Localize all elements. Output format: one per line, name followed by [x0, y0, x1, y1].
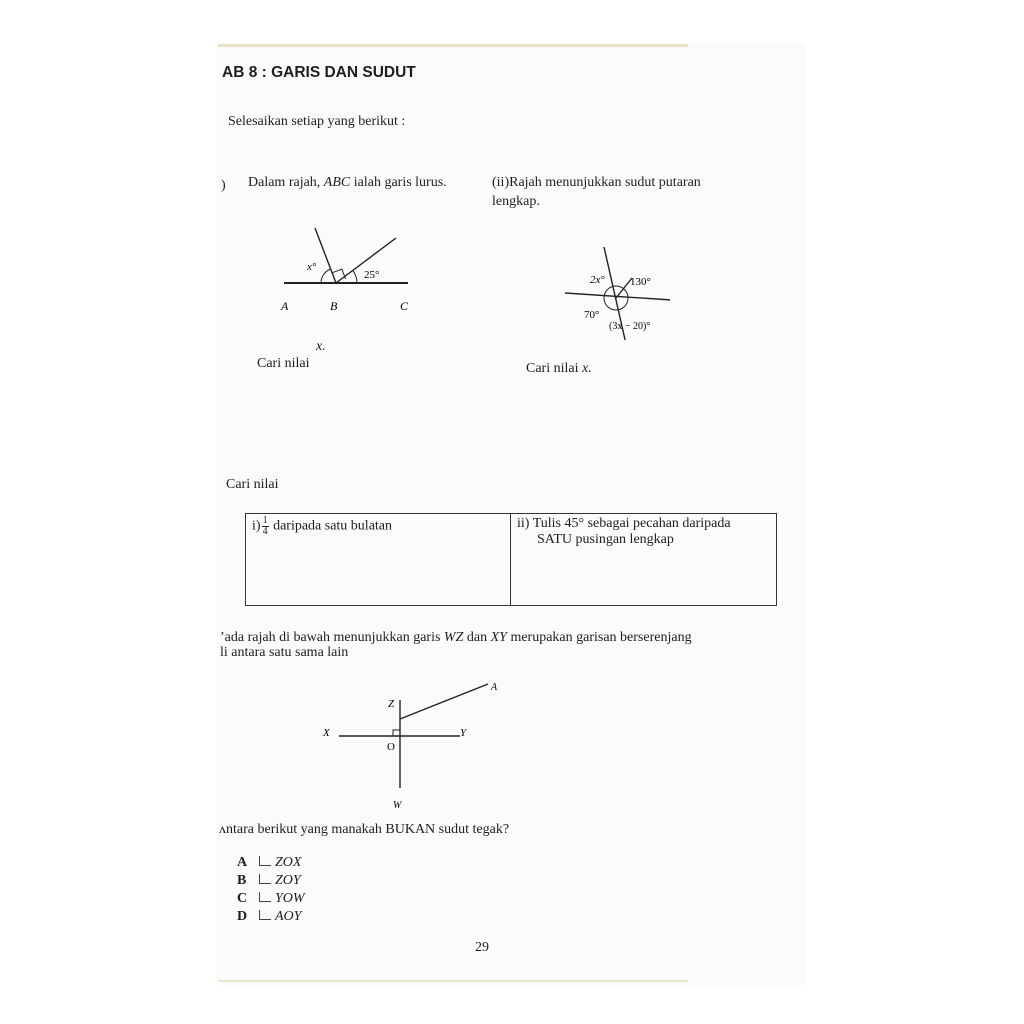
option-d: D AOY [237, 909, 302, 924]
q3-label-o: O [387, 741, 395, 753]
q3-label-y: Y [460, 727, 467, 739]
angle-icon [259, 874, 271, 884]
angle-icon [259, 910, 271, 920]
q1-label-c: C [400, 299, 409, 313]
q2-label-130: 130° [630, 276, 651, 288]
q3-question: ʌntara berikut yang manakah BUKAN sudut tegak? [219, 822, 510, 837]
q2-cari-nilai: Cari nilai x. [526, 361, 592, 376]
q3-line1: ʼada rajah di bawah menunjukkan garis WZ dan XY merupakan garisan berserenjang [220, 630, 692, 645]
q1-marker: ) [221, 178, 226, 193]
q1-label-25: 25° [364, 269, 380, 281]
q2-label-70: 70° [584, 309, 600, 321]
q3-label-x: X [323, 727, 330, 739]
q3-right-angle-mark [393, 730, 400, 736]
q2-figure [560, 240, 670, 340]
q2-line2: lengkap. [492, 194, 540, 209]
q3-label-a: A [491, 682, 498, 693]
q3-ray-a [400, 684, 488, 719]
q1-label-x: x° [307, 261, 317, 273]
q1-text: Dalam rajah, ABC ialah garis lurus. [248, 175, 447, 190]
page-edge-bottom [218, 980, 688, 982]
q3-label-z: Z [388, 698, 395, 710]
q1-ray-x [315, 228, 336, 283]
q1-arc-25 [353, 270, 357, 283]
q2-line1: (ii)Rajah menunjukkan sudut putaran [492, 175, 701, 190]
chapter-title: AB 8 : GARIS DAN SUDUT [222, 64, 416, 81]
q3-cari-nilai: Cari nilai [226, 477, 279, 492]
q3-figure [315, 675, 515, 815]
answer-cell-2: ii) Tulis 45° sebagai pecahan daripada SATU pusingan lengkap [511, 514, 777, 606]
answer-table [245, 513, 777, 606]
option-c: C YOW [237, 891, 305, 906]
angle-icon [259, 856, 271, 866]
q1-label-a: A [281, 299, 289, 313]
q1-cari-nilai: Cari nilai [257, 356, 310, 371]
q1-x-label: x. [316, 339, 326, 354]
page-number: 29 [475, 940, 489, 955]
q1-var-abc: ABC [323, 175, 351, 190]
q1-arc-x [321, 269, 331, 283]
instruction-text: Selesaikan setiap yang berikut : [228, 114, 406, 129]
q3-label-w: W [393, 800, 402, 811]
q2-label-2x: 2x° [590, 274, 605, 286]
q3-line2: li antara satu sama lain [220, 645, 349, 660]
option-a: A ZOX [237, 855, 302, 870]
q2-label-3x20: (3x − 20)° [609, 321, 651, 332]
option-b: B ZOY [237, 873, 301, 888]
page-edge-top [218, 44, 688, 47]
angle-icon [259, 892, 271, 902]
q1-figure [270, 220, 420, 320]
q1-label-b: B [330, 299, 338, 313]
answer-cell-1: i) $\frac{1}{4}$ daripada satu bulatan [246, 514, 511, 606]
fraction-quarter: $\frac{1}{4}$ [262, 515, 268, 537]
